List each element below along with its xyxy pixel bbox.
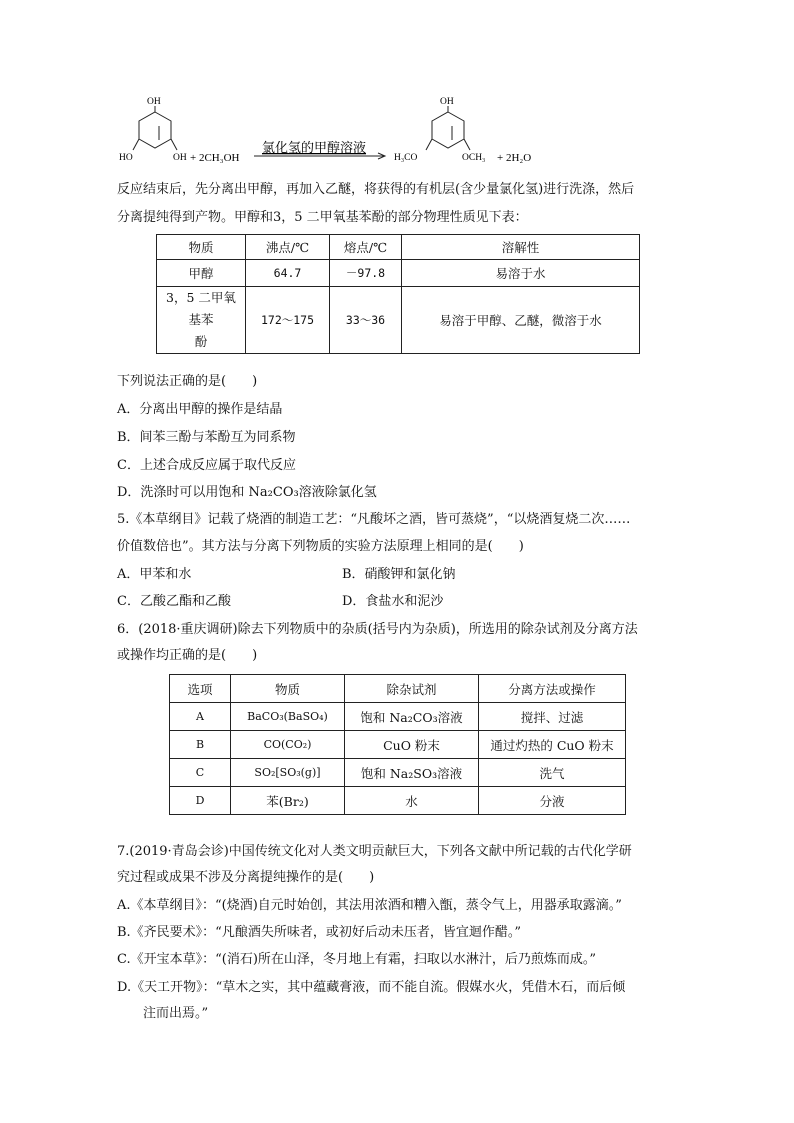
table1-cell: 172～175 [246, 287, 330, 354]
table1-cell: －97.8 [330, 260, 402, 287]
plus-methanol: + 2CH₃OH [190, 152, 240, 164]
table1-cell: 3，5 二甲氧基苯 酚 [157, 287, 246, 354]
properties-table [156, 234, 640, 354]
q7-option-d-cont: 注而出焉。” [143, 1006, 209, 1021]
phloroglucinol-structure [133, 106, 177, 150]
table2-cell: 搅拌、过滤 [479, 703, 626, 731]
ho-left: HO [119, 153, 133, 163]
q7-option-c: C.《开宝本草》：“(消石)所在山泽，冬月地上有霜，扫取以水淋汁，后乃煎炼而成。” [117, 952, 597, 967]
table1-cell: 33～36 [330, 287, 402, 354]
q4-option-b: B．间苯三酚与苯酚互为同系物 [117, 430, 296, 445]
h3co-label: H₃CO [394, 153, 418, 163]
table1-header: 溶解性 [402, 235, 640, 260]
q4-stem: 下列说法正确的是( ) [117, 374, 258, 389]
table1-cell: 64.7 [246, 260, 330, 287]
table2-cell: 通过灼热的 CuO 粉末 [479, 731, 626, 759]
q6-line-2: 或操作均正确的是( ) [117, 648, 258, 663]
table2-cell: C [170, 759, 231, 787]
impurity-table [169, 674, 626, 815]
table1-cell: 易溶于水 [402, 260, 640, 287]
table2-cell: 苯(Br₂) [231, 787, 345, 815]
table2-cell: A [170, 703, 231, 731]
q4-option-a: A．分离出甲醇的操作是结晶 [117, 402, 283, 417]
table2-cell: CuO 粉末 [345, 731, 479, 759]
intro-line-2: 分离提纯得到产物。甲醇和3，5 二甲氧基苯酚的部分物理性质见下表： [117, 210, 528, 225]
catalyst-label: 氯化氢的甲醇溶液 [262, 141, 367, 156]
oh-top-left: OH [147, 97, 161, 107]
q5-option-d: D．食盐水和泥沙 [342, 594, 444, 609]
q7-option-a: A.《本草纲目》：“(烧酒)自元时始创，其法用浓酒和糟入甑，蒸令气上，用器承取露滴。” [117, 898, 622, 913]
q5-option-a: A．甲苯和水 [117, 567, 192, 582]
table2-header: 除杂试剂 [345, 675, 479, 703]
oh-right-left: OH [173, 153, 187, 163]
q7-line-1: 7.(2019·青岛会诊)中国传统文化对人类文明贡献巨大，下列各文献中所记载的古代化学研 [117, 844, 632, 859]
table2-header: 物质 [231, 675, 345, 703]
table2-cell: 饱和 Na₂SO₃溶液 [345, 759, 479, 787]
table2-header: 选项 [170, 675, 231, 703]
table2-cell: D [170, 787, 231, 815]
table1-cell: 甲醇 [157, 260, 246, 287]
table2-cell: BaCO₃(BaSO₄) [231, 703, 345, 731]
table2-cell: B [170, 731, 231, 759]
table1-cell: 易溶于甲醇、乙醚，微溶于水 [402, 287, 640, 354]
table2-header: 分离方法或操作 [479, 675, 626, 703]
q6-line-1: 6．(2018·重庆调研)除去下列物质中的杂质(括号内为杂质)，所选用的除杂试剂及分离方法 [117, 622, 638, 637]
q5-line-2: 价值数倍也”。其方法与分离下列物质的实验方法原理上相同的是( ) [117, 539, 524, 554]
och3-label: OCH₃ [462, 153, 486, 163]
q5-option-b: B．硝酸钾和氯化钠 [342, 567, 456, 582]
q5-line-1: 5.《本草纲目》记载了烧酒的制造工艺：“凡酸坏之酒，皆可蒸烧”，“以烧酒复烧二次…… [117, 512, 631, 527]
table2-cell: 饱和 Na₂CO₃溶液 [345, 703, 479, 731]
table2-cell: 水 [345, 787, 479, 815]
q5-option-c: C．乙酸乙酯和乙酸 [117, 594, 231, 609]
oh-top-right: OH [440, 97, 454, 107]
q7-option-b: B.《齐民要术》：“凡酿酒失所味者，或初好后动未压者，皆宜迴作醋。” [117, 925, 521, 940]
plus-water: + 2H₂O [497, 152, 532, 164]
table2-cell: 分液 [479, 787, 626, 815]
table2-cell: CO(CO₂) [231, 731, 345, 759]
q7-line-2: 究过程或成果不涉及分离提纯操作的是( ) [117, 870, 375, 885]
q4-option-c: C．上述合成反应属于取代反应 [117, 458, 296, 473]
table2-cell: 洗气 [479, 759, 626, 787]
intro-line-1: 反应结束后，先分离出甲醇，再加入乙醚，将获得的有机层(含少量氯化氢)进行洗涤，然后 [117, 182, 635, 197]
reaction-scheme [0, 0, 794, 175]
table1-header: 物质 [157, 235, 246, 260]
dimethoxyphenol-structure [426, 106, 470, 150]
table2-cell: SO₂[SO₃(g)] [231, 759, 345, 787]
table1-header: 熔点/℃ [330, 235, 402, 260]
q7-option-d: D.《天工开物》：“草木之实，其中蕴藏膏液，而不能自流。假媒水火，凭借木石，而后倾 [117, 980, 626, 995]
q4-option-d: D．洗涤时可以用饱和 Na₂CO₃溶液除氯化氢 [117, 485, 377, 500]
table1-header: 沸点/℃ [246, 235, 330, 260]
